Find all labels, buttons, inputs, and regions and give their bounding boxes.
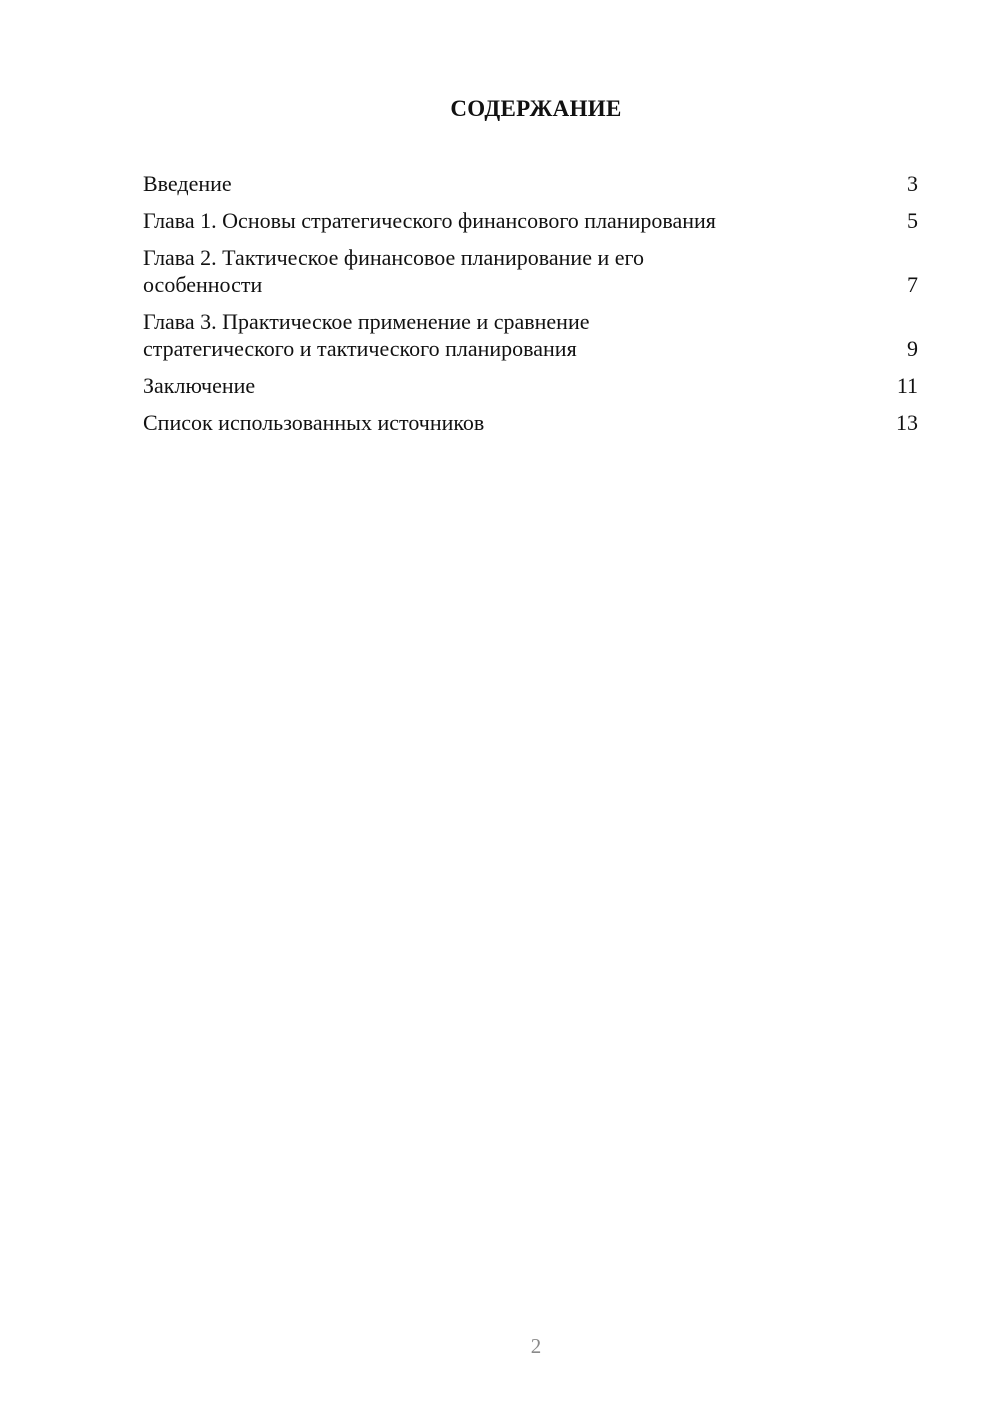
toc-entry-line: Глава 3. Практическое применение и сравнение [143, 309, 590, 334]
toc-entry-line: Заключение [143, 373, 256, 398]
toc-entry-chapter-3 [143, 308, 918, 362]
toc-entry-page: 7 [907, 272, 918, 297]
toc-entry-conclusion [143, 372, 918, 399]
toc-entry-text [143, 244, 644, 298]
toc-entry-introduction [143, 170, 918, 197]
toc-entry-line: Введение [143, 171, 232, 196]
toc-entry-chapter-2 [143, 244, 918, 298]
toc-entry-text [143, 170, 232, 197]
toc-entry-page: 13 [896, 410, 918, 435]
page-number: 2 [530, 1334, 542, 1358]
toc-entry-chapter-1 [143, 207, 918, 234]
toc-entry-page: 9 [907, 336, 918, 361]
toc-entry-line: особенности [143, 272, 263, 297]
toc-entry-line: Список использованных источников [143, 410, 485, 435]
toc-entry-line: Глава 1. Основы стратегического финансового планирования [143, 208, 716, 233]
toc-entry-text [143, 409, 484, 436]
toc-entry-page: 11 [896, 373, 918, 398]
toc-title: СОДЕРЖАНИЕ [450, 96, 622, 121]
toc-entry-text [143, 207, 716, 234]
toc-entry-references [143, 409, 918, 436]
toc-entry-text [143, 308, 589, 362]
toc-entry-text [143, 372, 255, 399]
toc-entry-page: 3 [907, 171, 918, 196]
table-of-contents [143, 170, 918, 446]
toc-entry-line: Глава 2. Тактическое финансовое планирование и его [143, 245, 644, 270]
toc-entry-line: стратегического и тактического планирования [143, 336, 577, 361]
toc-entry-page: 5 [907, 208, 918, 233]
